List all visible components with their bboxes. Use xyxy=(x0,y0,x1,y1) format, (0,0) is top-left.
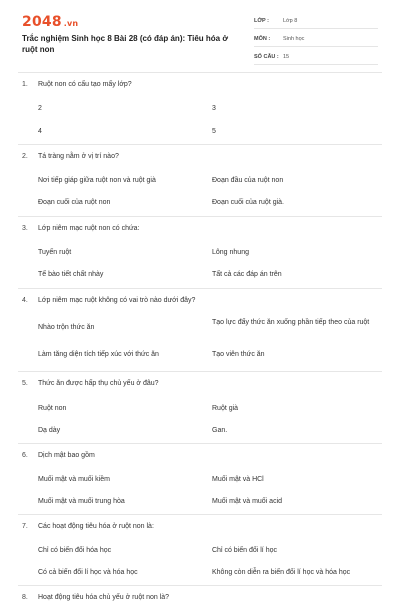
question-2 xyxy=(22,153,382,160)
answer-option[interactable]: Không còn diễn ra biến đổi lí học và hóa học xyxy=(212,569,351,576)
question-3 xyxy=(22,225,382,232)
question-divider xyxy=(18,514,382,515)
answer-option[interactable]: Tất cả các đáp án trên xyxy=(212,271,282,278)
meta-question-count: SỐ CÂU : 15 xyxy=(254,50,378,65)
question-number: 7. xyxy=(22,523,28,530)
question-divider xyxy=(18,585,382,586)
question-text: Lớp niêm mạc ruột non có chứa: xyxy=(38,225,140,232)
answer-option[interactable]: Muối mật và HCl xyxy=(212,476,264,483)
question-divider xyxy=(18,288,382,289)
answer-option[interactable]: 3 xyxy=(212,105,216,112)
answer-option[interactable]: Muối mật và muối kiềm xyxy=(38,476,110,483)
answer-option[interactable]: Tuyến ruột xyxy=(38,249,72,256)
question-text: Lớp niêm mạc ruột không có vai trò nào dưới đây? xyxy=(38,297,196,304)
answer-option[interactable]: Ruột non xyxy=(38,405,67,412)
answer-option[interactable]: Chỉ có biến đổi hóa học xyxy=(38,547,112,554)
answer-option[interactable]: Có cả biến đổi lí học và hóa học xyxy=(38,569,138,576)
answer-option[interactable]: Làm tăng diện tích tiếp xúc với thức ăn xyxy=(38,351,159,358)
question-number: 3. xyxy=(22,225,28,232)
answer-option[interactable]: 4 xyxy=(38,128,42,135)
question-number: 8. xyxy=(22,594,28,601)
answer-option[interactable]: Gan. xyxy=(212,427,228,434)
answer-option[interactable]: Lông nhung xyxy=(212,249,249,256)
question-5 xyxy=(22,380,382,387)
answer-option[interactable]: Nơi tiếp giáp giữa ruột non và ruột già xyxy=(38,177,156,184)
question-6 xyxy=(22,452,382,459)
question-text: Các hoạt động tiêu hóa ở ruột non là: xyxy=(38,523,154,530)
answer-option[interactable]: Muối mật và muối trung hòa xyxy=(38,498,125,505)
answer-option[interactable]: Tế bào tiết chất nhày xyxy=(38,271,104,278)
question-1 xyxy=(22,81,382,88)
answer-option[interactable]: Đoạn cuối của ruột non xyxy=(38,199,111,206)
question-text: Thức ăn được hấp thụ chủ yếu ở đâu? xyxy=(38,380,159,387)
question-number: 1. xyxy=(22,81,28,88)
answer-option[interactable]: Muối mật và muối acid xyxy=(212,498,283,505)
question-number: 4. xyxy=(22,297,28,304)
answer-option[interactable]: 2 xyxy=(38,105,42,112)
question-7 xyxy=(22,523,382,530)
question-text: Tá tràng nằm ở vị trí nào? xyxy=(38,153,119,160)
answer-option[interactable]: 5 xyxy=(212,128,216,135)
answer-option[interactable]: Ruột già xyxy=(212,405,239,412)
meta-subject: MÔN : Sinh học xyxy=(254,32,378,47)
question-text: Hoạt động tiêu hóa chủ yếu ở ruột non là? xyxy=(38,594,170,601)
answer-option[interactable]: Đoạn đầu của ruột non xyxy=(212,177,284,184)
document-title: Trắc nghiệm Sinh học 8 Bài 28 (có đáp án): Tiêu hóa ở ruột non xyxy=(22,34,229,54)
answer-option[interactable]: Dạ dày xyxy=(38,427,61,434)
answer-option[interactable]: Đoạn cuối của ruột già. xyxy=(212,199,284,206)
answer-option[interactable]: Tạo viên thức ăn xyxy=(212,351,265,358)
question-divider xyxy=(18,443,382,444)
question-divider xyxy=(18,371,382,372)
answer-option[interactable]: Nhào trộn thức ăn xyxy=(38,324,95,331)
answer-option[interactable]: Tạo lực đẩy thức ăn xuống phần tiếp theo của ruột xyxy=(212,319,370,326)
answer-option[interactable]: Chỉ có biến đổi lí học xyxy=(212,547,277,554)
question-divider xyxy=(18,216,382,217)
question-4 xyxy=(22,297,382,304)
question-number: 6. xyxy=(22,452,28,459)
meta-grade: LỚP : Lớp 8 xyxy=(254,14,378,29)
site-logo[interactable]: 2048 .vn xyxy=(22,14,79,30)
question-number: 5. xyxy=(22,380,28,387)
question-divider xyxy=(18,144,382,145)
question-number: 2. xyxy=(22,153,28,160)
question-text: Dịch mật bao gồm xyxy=(38,452,95,459)
question-text: Ruột non có cấu tạo mấy lớp? xyxy=(38,81,132,88)
